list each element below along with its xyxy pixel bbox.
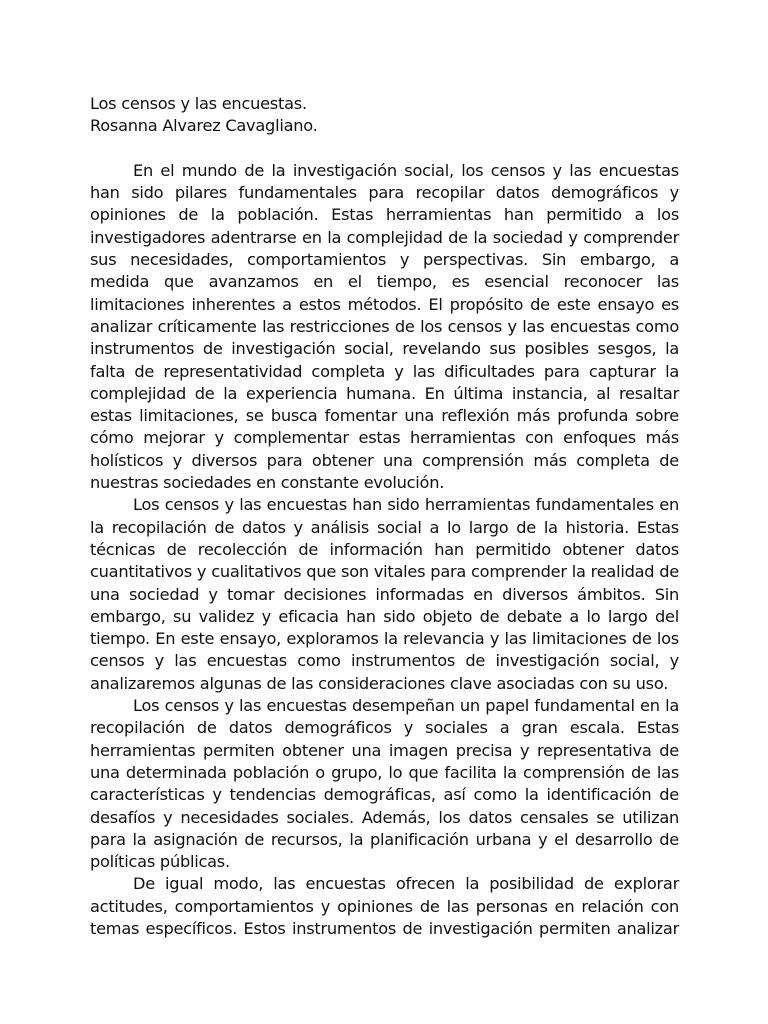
paragraph-4: De igual modo, las encuestas ofrecen la posibilidad de explorar actitudes, comportamientos y opiniones de las personas en relación con temas específicos. Estos instrumentos de investigación permiten analizar (90, 874, 679, 938)
paragraph-3: Los censos y las encuestas desempeñan un papel fundamental en la recopilación de datos demográficos y sociales a gran escala. Estas herramientas permiten obtener una imagen precisa y representativa de una determinada población o grupo, lo que facilita la comprensión de las características y tendencias demográficas, así como la identificación de desafíos y necesidades sociales. Además, los datos censales se utilizan para la asignación de recursos, la planificación urbana y el desarrollo de políticas públicas. (90, 696, 679, 872)
document-author: Rosanna Alvarez Cavagliano. (90, 116, 318, 136)
paragraph-1: En el mundo de la investigación social, los censos y las encuestas han sido pilares fundamentales para recopilar datos demográficos y opiniones de la población. Estas herramientas han permitido a los investigadores adentrarse en la complejidad de la sociedad y comprender sus necesidades, comportamientos y perspectivas. Sin embargo, a medida que avanzamos en el tiempo, es esencial reconocer las limitaciones inherentes a estos métodos. El propósito de este ensayo es analizar críticamente las restricciones de los censos y las encuestas como instrumentos de investigación social, revelando sus posibles sesgos, la falta de representatividad completa y las dificultades para capturar la complejidad de la experiencia humana. En última instancia, al resaltar estas limitaciones, se busca fomentar una reflexión más profunda sobre cómo mejorar y complementar estas herramientas con enfoques más holísticos y diversos para obtener una comprensión más completa de nuestras sociedades en constante evolución. (90, 160, 679, 493)
document-title: Los censos y las encuestas. (90, 94, 307, 113)
document-page (90, 93, 679, 940)
paragraph-2: Los censos y las encuestas han sido herramientas fundamentales en la recopilación de datos y análisis social a lo largo de la historia. Estas técnicas de recolección de información han permitido obtener datos cuantitativos y cualitativos que son vitales para comprender la realidad de una sociedad y tomar decisiones informadas en diversos ámbitos. Sin embargo, su validez y eficacia han sido objeto de debate a lo largo del tiempo. En este ensayo, exploramos la relevancia y las limitaciones de los censos y las encuestas como instrumentos de investigación social, y analizaremos algunas de las consideraciones clave asociadas con su uso. (90, 495, 679, 693)
blank-line (90, 138, 679, 160)
